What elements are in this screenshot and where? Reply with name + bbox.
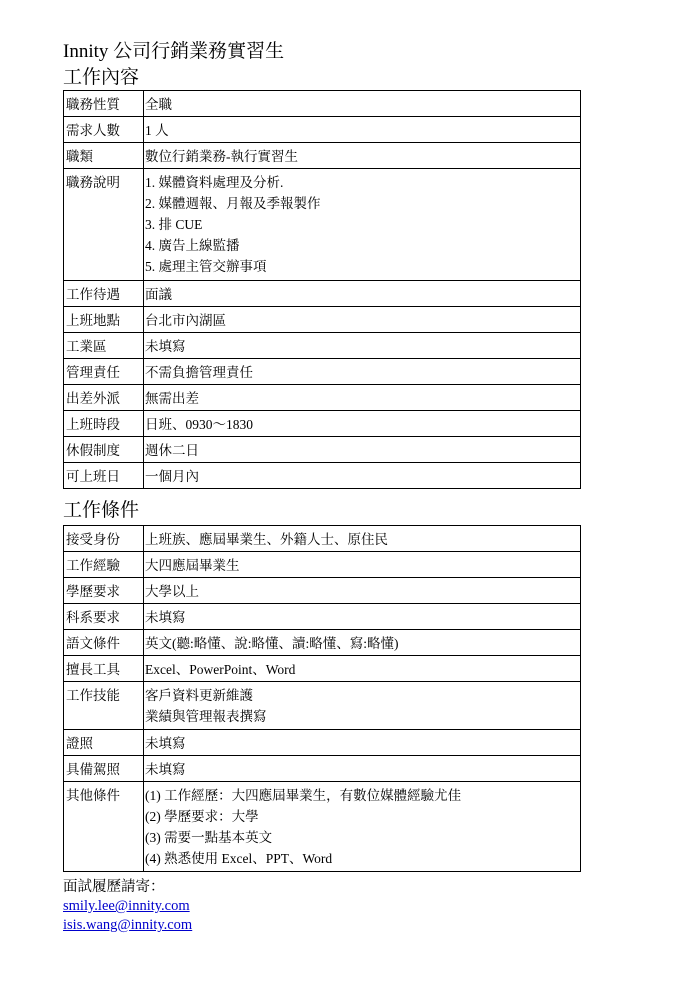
- table-row: [64, 169, 581, 281]
- skill-line: 業績與管理報表撰寫: [145, 709, 267, 724]
- row-value: 1 人: [144, 117, 581, 143]
- row-value: 不需負擔管理責任: [144, 359, 581, 385]
- page-title: Innity 公司行銷業務實習生: [63, 41, 285, 62]
- row-label: 休假制度: [64, 437, 144, 463]
- row-label: 職務說明: [64, 169, 144, 281]
- row-value: 全職: [144, 91, 581, 117]
- row-label: 擅長工具: [64, 656, 144, 682]
- table-row: [64, 359, 581, 385]
- table-row: [64, 333, 581, 359]
- table-row: [64, 782, 581, 872]
- row-label: 證照: [64, 730, 144, 756]
- table-row: [64, 463, 581, 489]
- row-value: [144, 682, 581, 730]
- description-line: 1. 媒體資料處理及分析.: [145, 175, 284, 190]
- contact-label: 面試履歷請寄：: [63, 879, 165, 895]
- table-row: [64, 281, 581, 307]
- email-link-isis[interactable]: isis.wang@innity.com: [63, 917, 193, 933]
- section-heading-work-conditions: 工作條件: [63, 500, 140, 521]
- contact-section: [63, 878, 581, 935]
- table-row: [64, 630, 581, 656]
- row-label: 上班地點: [64, 307, 144, 333]
- row-value: 上班族、應屆畢業生、外籍人士、原住民: [144, 526, 581, 552]
- row-label: 管理責任: [64, 359, 144, 385]
- row-value: 未填寫: [144, 756, 581, 782]
- work-conditions-table: [63, 525, 581, 872]
- table-row: [64, 656, 581, 682]
- row-label: 上班時段: [64, 411, 144, 437]
- condition-line: (4) 熟悉使用 Excel、PPT、Word: [145, 851, 333, 866]
- row-value: 大四應屆畢業生: [144, 552, 581, 578]
- table-row: [64, 307, 581, 333]
- row-label: 接受身份: [64, 526, 144, 552]
- table-row: [64, 143, 581, 169]
- row-value: 未填寫: [144, 604, 581, 630]
- row-value: 未填寫: [144, 730, 581, 756]
- row-value: 未填寫: [144, 333, 581, 359]
- condition-line: (3) 需要一點基本英文: [145, 830, 273, 845]
- row-value: 數位行銷業務-執行實習生: [144, 143, 581, 169]
- row-value: [144, 782, 581, 872]
- table-row: [64, 526, 581, 552]
- row-value: 日班、0930～1830: [144, 411, 581, 437]
- row-label: 出差外派: [64, 385, 144, 411]
- description-line: 2. 媒體週報、月報及季報製作: [145, 196, 321, 211]
- table-row: [64, 437, 581, 463]
- row-value: 無需出差: [144, 385, 581, 411]
- row-label: 需求人數: [64, 117, 144, 143]
- row-label: 具備駕照: [64, 756, 144, 782]
- table-row: [64, 117, 581, 143]
- row-value: 英文(聽:略懂、說:略懂、讀:略懂、寫:略懂): [144, 630, 581, 656]
- row-value: 面議: [144, 281, 581, 307]
- table-row: [64, 682, 581, 730]
- row-label: 職務性質: [64, 91, 144, 117]
- row-label: 工作經驗: [64, 552, 144, 578]
- row-label: 學歷要求: [64, 578, 144, 604]
- row-value: 台北市內湖區: [144, 307, 581, 333]
- row-label: 科系要求: [64, 604, 144, 630]
- row-label: 語文條件: [64, 630, 144, 656]
- row-label: 可上班日: [64, 463, 144, 489]
- document-page: [63, 40, 581, 935]
- row-value: 大學以上: [144, 578, 581, 604]
- table-row: [64, 411, 581, 437]
- row-value: 一個月內: [144, 463, 581, 489]
- description-line: 4. 廣告上線監播: [145, 238, 240, 253]
- row-label: 工作技能: [64, 682, 144, 730]
- description-line: 5. 處理主管交辦事項: [145, 259, 267, 274]
- email-link-smily[interactable]: smily.lee@innity.com: [63, 898, 190, 914]
- description-line: 3. 排 CUE: [145, 217, 203, 232]
- skill-line: 客戶資料更新維護: [145, 688, 253, 703]
- condition-line: (1) 工作經歷：大四應屆畢業生，有數位媒體經驗尤佳: [145, 788, 462, 803]
- table-row: [64, 730, 581, 756]
- table-row: [64, 578, 581, 604]
- table-row: [64, 91, 581, 117]
- table-row: [64, 756, 581, 782]
- row-value: [144, 169, 581, 281]
- row-label: 工業區: [64, 333, 144, 359]
- row-label: 其他條件: [64, 782, 144, 872]
- work-content-table: [63, 90, 581, 489]
- row-label: 職類: [64, 143, 144, 169]
- table-row: [64, 552, 581, 578]
- table-row: [64, 385, 581, 411]
- row-value: 週休二日: [144, 437, 581, 463]
- row-value: Excel、PowerPoint、Word: [144, 656, 581, 682]
- row-label: 工作待遇: [64, 281, 144, 307]
- table-row: [64, 604, 581, 630]
- condition-line: (2) 學歷要求：大學: [145, 809, 259, 824]
- section-heading-work-content: 工作內容: [63, 67, 140, 88]
